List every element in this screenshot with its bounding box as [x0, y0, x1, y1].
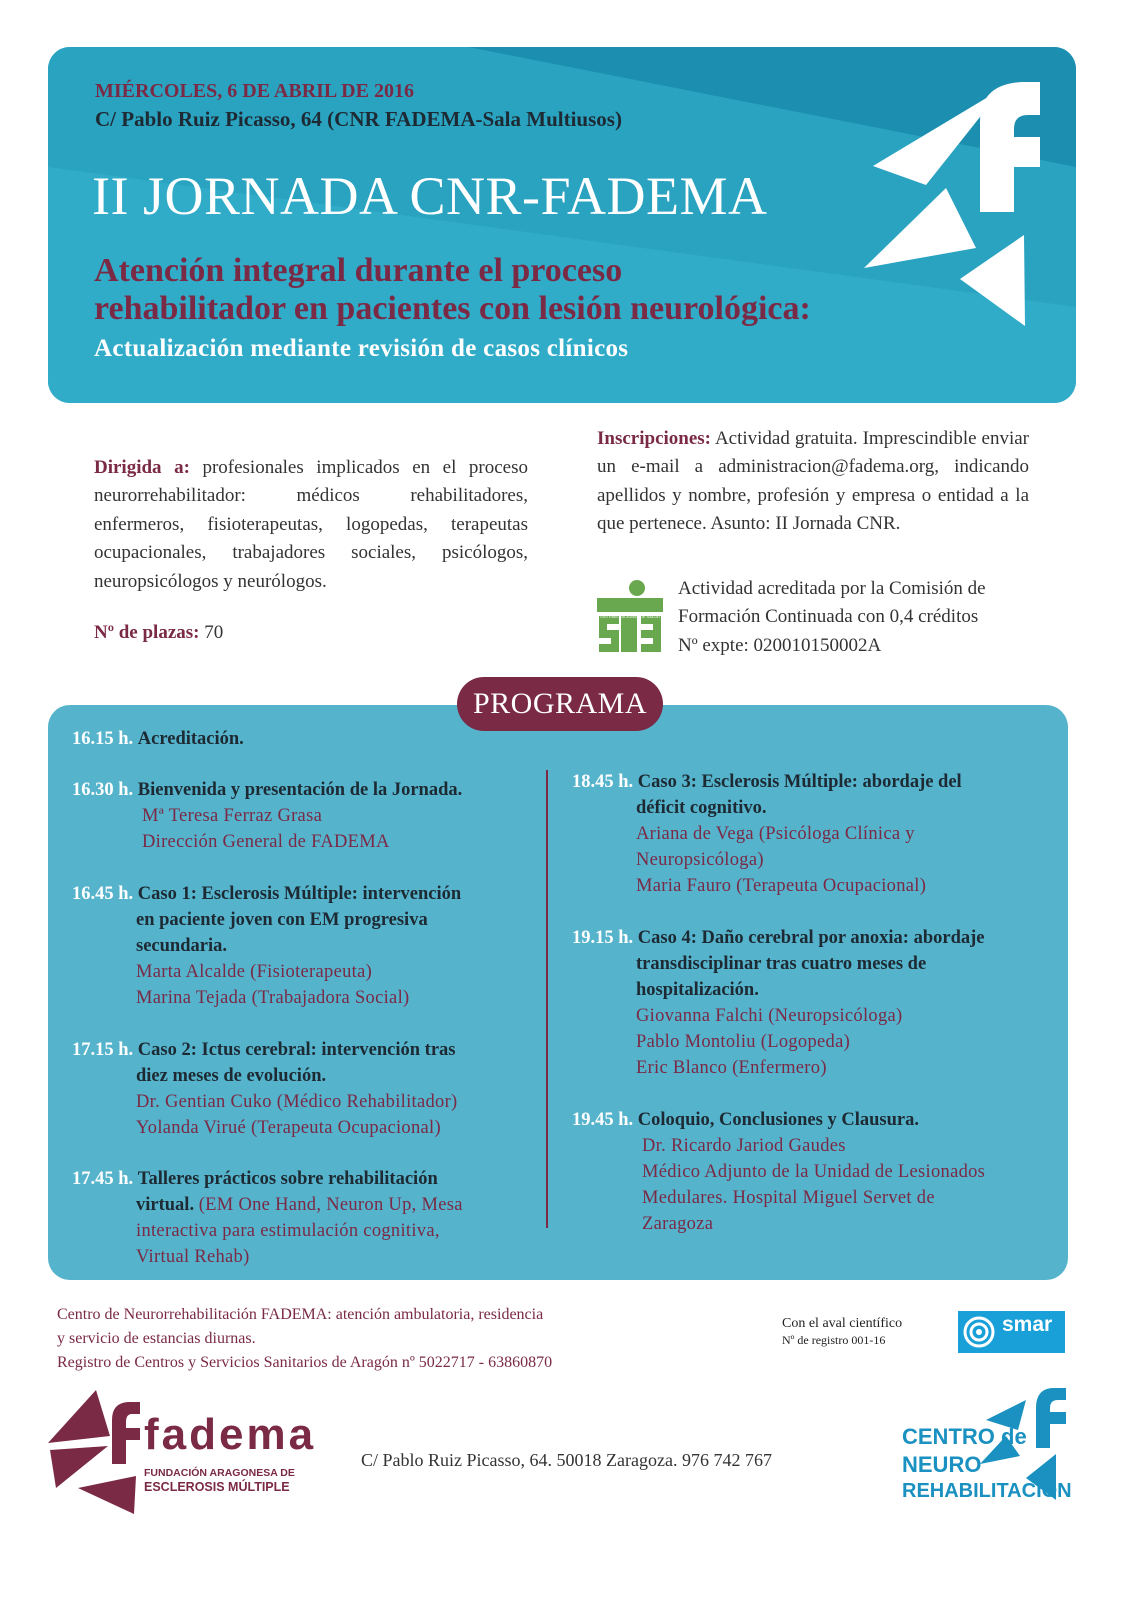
program-item — [72, 1037, 458, 1141]
event-address: C/ Pablo Ruiz Picasso, 64 (CNR FADEMA-Sala Multiusos) — [95, 107, 622, 131]
target-audience-text: profesionales implicados en el proceso neurorrehabilitador: médicos rehabilitadores, enfermeros, fisioterapeutas, logopedas, terapeutas ocupacionales, trabajadores sociales, psicólogos, neuropsicólogos y neurólogos. — [94, 457, 528, 592]
center-info-line-1: Centro de Neurorrehabilitación FADEMA: atención ambulatoria, residencia — [57, 1306, 544, 1323]
program-item — [72, 726, 244, 752]
program-item — [572, 925, 984, 1081]
fadema-tagline-1: FUNDACIÓN ARAGONESA DE — [144, 1467, 295, 1479]
fadema-tagline-2: ESCLEROSIS MÚLTIPLE — [144, 1480, 290, 1494]
program-speaker: Dr. Gentian Cuko (Médico Rehabilitador) — [136, 1092, 458, 1112]
registration-number: Nº de registro 001-16 — [782, 1333, 886, 1347]
program-title-text: Caso 1: Esclerosis Múltiple: intervención — [137, 884, 462, 904]
program-title-text: en paciente joven con EM progresiva — [136, 910, 428, 930]
program-speaker: Neuropsicóloga) — [636, 850, 764, 870]
header-banner — [48, 47, 1076, 403]
program-time: 16.15 h. — [72, 729, 134, 749]
program-title-text: Talleres prácticos sobre rehabilitación — [137, 1169, 438, 1189]
program-title-text: Coloquio, Conclusiones y Clausura. — [637, 1110, 919, 1130]
program-title-text: déficit cognitivo. — [636, 798, 767, 818]
center-info — [57, 1303, 552, 1375]
fadema-wordmark: fadema — [144, 1410, 317, 1459]
target-audience — [94, 454, 528, 596]
program-speaker: Marta Alcalde (Fisioterapeuta) — [136, 962, 373, 982]
program-item — [72, 1166, 463, 1270]
program-item — [572, 769, 962, 899]
program-title-text: Caso 2: Ictus cerebral: intervención tras — [137, 1040, 456, 1060]
program-item — [72, 881, 461, 1011]
program-title-text: Caso 4: Daño cerebral por anoxia: abordaje — [637, 928, 985, 948]
program-speaker: Médico Adjunto de la Unidad de Lesionados — [642, 1162, 986, 1182]
program-speaker: Dirección General de FADEMA — [142, 832, 390, 852]
program-speaker: Zaragoza — [642, 1214, 714, 1234]
registration-info — [597, 425, 1029, 539]
places-value: 70 — [204, 622, 224, 643]
program-speaker: Mª Teresa Ferraz Grasa — [142, 806, 323, 826]
program-speaker: Dr. Ricardo Jariod Gaudes — [642, 1136, 846, 1156]
accreditation-line-3: Nº expte: 020010150002A — [678, 634, 882, 656]
program-title: PROGRAMA — [457, 677, 663, 731]
program-speaker: Maria Fauro (Terapeuta Ocupacional) — [636, 876, 927, 896]
sns-logo-text: SISTEMA NACIONAL DE SALUD — [600, 614, 660, 619]
cnr-text-line-1: CENTRO de — [902, 1424, 1027, 1449]
program-speaker: Giovanna Falchi (Neuropsicóloga) — [636, 1006, 903, 1026]
page-title: II JORNADA CNR-FADEMA — [92, 166, 768, 226]
program-speaker: Ariana de Vega (Psicóloga Clínica y — [636, 824, 915, 844]
program-item — [72, 777, 462, 855]
scientific-endorsement — [782, 1316, 902, 1348]
places-label: Nº de plazas: — [94, 622, 200, 643]
event-date: MIÉRCOLES, 6 DE ABRIL DE 2016 — [95, 80, 414, 102]
program-speaker: Eric Blanco (Enfermero) — [636, 1058, 827, 1078]
program-item — [572, 1107, 985, 1237]
program-speaker: Pablo Montoliu (Logopeda) — [636, 1032, 851, 1052]
accreditation-note — [678, 575, 1030, 660]
program-speaker: Marina Tejada (Trabajadora Social) — [136, 988, 410, 1008]
program-divider — [546, 770, 548, 1228]
subtitle-line-1: Atención integral durante el proceso — [94, 252, 623, 289]
program-title-text: diez meses de evolución. — [136, 1066, 327, 1086]
center-info-line-2: y servicio de estancias diurnas. — [57, 1330, 256, 1347]
cnr-f-logo-icon — [858, 67, 1068, 337]
program-extra: interactiva para estimulación cognitiva, — [136, 1221, 440, 1241]
program-time: 17.45 h. — [72, 1169, 134, 1189]
smar-text: smar — [1002, 1313, 1053, 1336]
footer-address: C/ Pablo Ruiz Picasso, 64. 50018 Zaragoza. 976 742 767 — [361, 1450, 772, 1470]
program-time: 19.15 h. — [572, 928, 634, 948]
program-time: 16.30 h. — [72, 780, 134, 800]
program-speaker: Yolanda Virué (Terapeuta Ocupacional) — [136, 1118, 441, 1138]
places-count — [94, 622, 223, 644]
smar-logo — [958, 1311, 1065, 1353]
cnr-text-line-3: REHABILITACIÓN — [902, 1480, 1072, 1502]
program-time: 18.45 h. — [572, 772, 634, 792]
subtitle-line-3: Actualización mediante revisión de casos clínicos — [94, 335, 629, 362]
endorsement-label: Con el aval científico — [782, 1316, 903, 1331]
program-title-text: Bienvenida y presentación de la Jornada. — [137, 780, 463, 800]
registration-label: Inscripciones: — [597, 428, 711, 449]
center-info-line-3: Registro de Centros y Servicios Sanitarios de Aragón nº 5022717 - 63860870 — [57, 1354, 553, 1371]
registration-text: Actividad gratuita. Imprescindible enviar un e-mail a administracion@fadema.org, indicando apellidos y nombre, profesión y empresa o entidad a la que pertenece. Asunto: II Jornada CNR. — [597, 428, 1030, 535]
program-time: 17.15 h. — [72, 1040, 134, 1060]
accreditation-line-2: Formación Continuada con 0,4 créditos — [678, 606, 979, 628]
program-time: 19.45 h. — [572, 1110, 634, 1130]
program-title-text: transdisciplinar tras cuatro meses de — [636, 954, 927, 974]
subtitle — [94, 252, 811, 328]
program-time: 16.45 h. — [72, 884, 134, 904]
program-title-text: Acreditación. — [137, 729, 244, 749]
program-title-text: hospitalización. — [636, 980, 759, 1000]
program-title-text: virtual. — [136, 1195, 195, 1215]
program-title-text: secundaria. — [136, 936, 227, 956]
program-extra: Virtual Rehab) — [136, 1247, 250, 1267]
smar-swirl-icon — [962, 1315, 996, 1349]
program-title-text: Caso 3: Esclerosis Múltiple: abordaje del — [637, 772, 962, 792]
target-audience-label: Dirigida a: — [94, 457, 190, 478]
program-extra: (EM One Hand, Neuron Up, Mesa — [198, 1195, 463, 1215]
program-speaker: Medulares. Hospital Miguel Servet de — [642, 1188, 935, 1208]
accreditation-line-1: Actividad acreditada por la Comisión de — [678, 578, 986, 599]
cnr-text-line-2: NEURO — [902, 1452, 982, 1477]
subtitle-line-2: rehabilitador en pacientes con lesión neurológica: — [94, 290, 811, 327]
